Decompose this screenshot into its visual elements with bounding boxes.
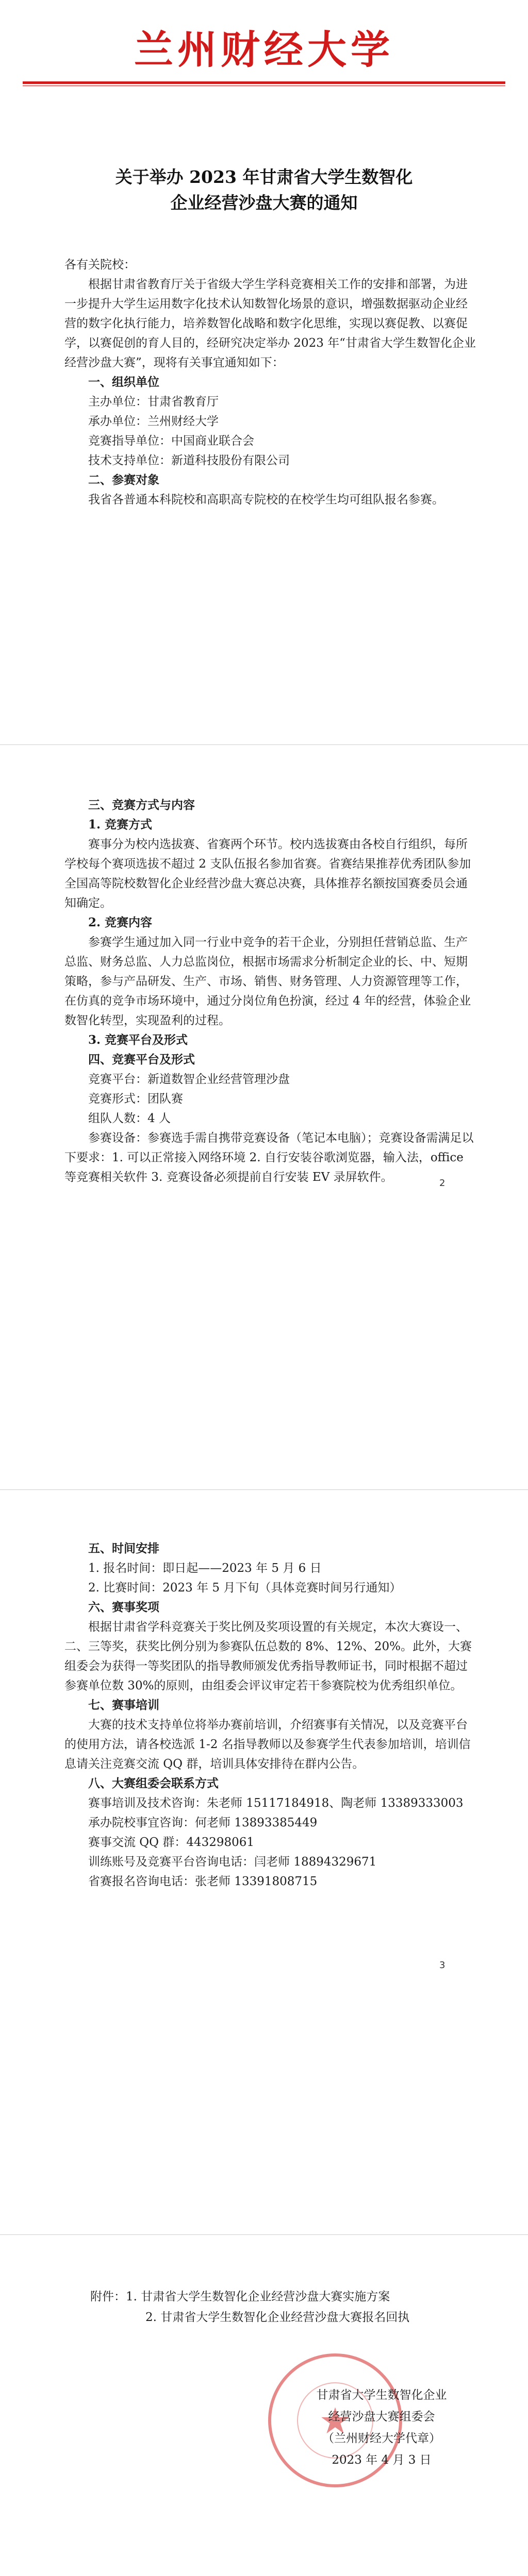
page-3 bbox=[0, 1490, 528, 2234]
contact-host: 承办院校事宜咨询：何老师 13893385449 bbox=[88, 1816, 318, 1829]
section-3-title: 三、竞赛方式与内容 bbox=[88, 798, 195, 812]
page-number-2: 2 bbox=[439, 1178, 446, 1189]
sign-date: 2023 年 4 月 3 日 bbox=[332, 2453, 432, 2467]
team-size-line: 组队人数：4 人 bbox=[88, 1112, 171, 1125]
training-paragraph: 大赛的技术支持单位将举办赛前培训，介绍赛事有关情况，以及竞赛平台的使用方法，请各校选派 1-2 名指导教师以及参赛学生代表参加培训，培训信息请关注竞赛交流 QQ 群，培训具体安排待在群内公告。 bbox=[64, 1718, 471, 1771]
competition-time: 2. 比赛时间：2023 年 5 月下旬（具体竞赛时间另行通知） bbox=[88, 1581, 402, 1595]
section-4-title: 四、竞赛平台及形式 bbox=[88, 1053, 195, 1066]
page1-body bbox=[64, 255, 477, 510]
organizer-undertaker: 承办单位：兰州财经大学 bbox=[88, 415, 219, 428]
page-2 bbox=[0, 745, 528, 1489]
competition-method-paragraph: 赛事分为校内选拔赛、省赛两个环节。校内选拔赛由各校自行组织，每所学校每个赛项选拔不超过 2 支队伍报名参加省赛。省赛结果推荐优秀团队参加全国高等院校数智化企业经营沙盘大赛总决赛，具体推荐名额按国赛委员会通知确定。 bbox=[64, 838, 471, 910]
section-8-title: 八、大赛组委会联系方式 bbox=[88, 1776, 219, 1790]
document-title-line2: 企业经营沙盘大赛的通知 bbox=[170, 193, 358, 213]
contact-registration: 省赛报名咨询电话：张老师 13391808715 bbox=[88, 1875, 318, 1888]
sign-line-3: （兰州财经大学代章） bbox=[322, 2432, 441, 2445]
contact-qq-group: 赛事交流 QQ 群：443298061 bbox=[88, 1836, 255, 1849]
attachment-1-text: 1. 甘肃省大学生数智化企业经营沙盘大赛实施方案 bbox=[126, 2290, 390, 2303]
page-number-3: 3 bbox=[439, 1960, 446, 1971]
awards-paragraph: 根据甘肃省学科竞赛关于奖比例及奖项设置的有关规定，本次大赛设一、二、三等奖，获奖比例分别为参赛队伍总数的 8%、12%、20%。此外，大赛组委会为获得一等奖团队的指导教师颁发优秀指导教师证书，同时根据不超过参赛单位数 30%的原则，由组委会评议审定若干参赛院校为优秀组织单位。 bbox=[64, 1620, 472, 1692]
competition-content-paragraph: 参赛学生通过加入同一行业中竞争的若干企业，分别担任营销总监、生产总监、财务总监、人力总监岗位，根据市场需求分析制定企业的长、中、短期策略，参与产品研发、生产、市场、销售、财务管理、人力资源管理等工作，在仿真的竞争市场环境中，通过分岗位角色扮演，经过 4 年的经营，体验企业数智化转型，实现盈利的过程。 bbox=[64, 936, 471, 1027]
sign-line-1: 甘肃省大学生数智化企业 bbox=[316, 2388, 447, 2402]
document-title-line1: 关于举办 2023 年甘肃省大学生数智化 bbox=[115, 167, 413, 187]
attachments bbox=[90, 2286, 482, 2328]
attachment-2: 2. 甘肃省大学生数智化企业经营沙盘大赛报名回执 bbox=[145, 2311, 410, 2324]
platform-line: 竞赛平台：新道数智企业经营管理沙盘 bbox=[88, 1073, 290, 1086]
page3-body bbox=[64, 1539, 477, 1891]
organizer-tech-support: 技术支持单位：新道科技股份有限公司 bbox=[88, 454, 290, 467]
section-7-title: 七、赛事培训 bbox=[88, 1698, 159, 1712]
contact-platform: 训练账号及竞赛平台咨询电话：闫老师 18894329671 bbox=[88, 1855, 377, 1869]
university-header: 兰州财经大学 bbox=[134, 27, 394, 73]
subsection-2-title: 2. 竞赛内容 bbox=[88, 916, 153, 929]
signature-block bbox=[299, 2384, 464, 2471]
subsection-1-title: 1. 竞赛方式 bbox=[88, 818, 153, 832]
section-6-title: 六、赛事奖项 bbox=[88, 1600, 159, 1614]
header-divider bbox=[23, 81, 505, 84]
page-1 bbox=[0, 0, 528, 744]
section-2-title: 二、参赛对象 bbox=[88, 473, 159, 487]
sign-line-2: 经营沙盘大赛组委会 bbox=[328, 2410, 435, 2424]
attachment-1 bbox=[90, 2286, 482, 2307]
seal-star-icon: ★ bbox=[319, 2400, 352, 2442]
intro-paragraph: 根据甘肃省教育厅关于省级大学生学科竞赛相关工作的安排和部署，为进一步提升大学生运用数字化技术认知数智化场景的意识，增强数据驱动企业经营的数字化执行能力，培养数智化战略和数字化思维，实现以赛促教、以赛促学，以赛促创的育人目的，经研究决定举办 2023 年“甘肃省大学生数智化企业经营沙盘大赛”，现将有关事宜通知如下： bbox=[64, 278, 476, 369]
page2-body bbox=[64, 795, 477, 1187]
form-line: 竞赛形式：团队赛 bbox=[88, 1092, 183, 1106]
section-1-title: 一、组织单位 bbox=[88, 375, 159, 389]
registration-time: 1. 报名时间：即日起——2023 年 5 月 6 日 bbox=[88, 1562, 322, 1575]
equipment-paragraph: 参赛设备：参赛选手需自携带竞赛设备（笔记本电脑）；竞赛设备需满足以下要求：1. 可以正常接入网络环境 2. 自行安装谷歌浏览器，输入法，office 等竞赛相关软件 3. 竞赛设备必须提前自行安装 EV 录屏软件。 bbox=[64, 1131, 474, 1184]
organizer-guide: 竞赛指导单位：中国商业联合会 bbox=[88, 434, 254, 448]
salutation: 各有关院校： bbox=[64, 258, 136, 272]
section-5-title: 五、时间安排 bbox=[88, 1541, 159, 1555]
participants-paragraph: 我省各普通本科院校和高职高专院校的在校学生均可组队报名参赛。 bbox=[88, 493, 444, 506]
contact-training: 赛事培训及技术咨询：朱老师 15117184918、陶老师 13389333003 bbox=[88, 1797, 464, 1810]
organizer-host: 主办单位：甘肃省教育厅 bbox=[88, 395, 219, 409]
subsection-3-title: 3. 竞赛平台及形式 bbox=[88, 1033, 188, 1047]
page-4 bbox=[0, 2235, 528, 2576]
attachment-label: 附件： bbox=[90, 2290, 126, 2303]
